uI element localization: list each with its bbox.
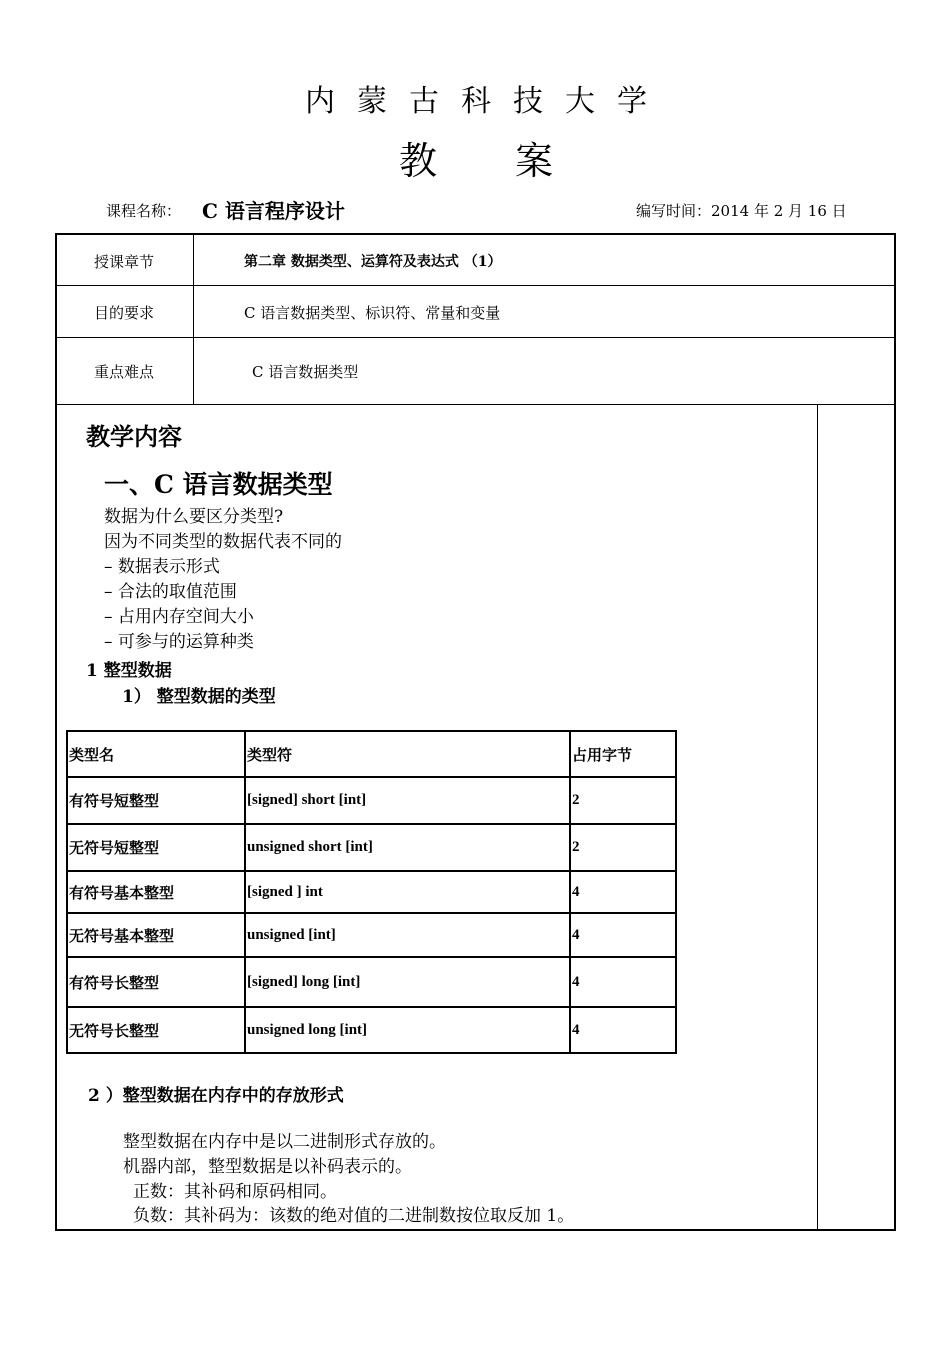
subsection-title: 2 ）整型数据在内存中的存放形式: [88, 1086, 344, 1106]
row-divider: [55, 337, 896, 338]
intro-bullet: – 数据表示形式: [104, 557, 220, 577]
table-cell: 4: [570, 957, 676, 1007]
content-heading: 教学内容: [86, 423, 182, 451]
chapter-label: 授课章节: [93, 253, 154, 271]
storage-line: 整型数据在内存中是以二进制形式存放的。: [123, 1132, 446, 1152]
table-header-row: [67, 731, 676, 777]
table-cell: 4: [570, 871, 676, 913]
margin-column-divider: [817, 404, 818, 1231]
table-row: [67, 824, 676, 871]
row-divider: [55, 285, 896, 286]
table-cell: [signed ] int: [245, 871, 570, 913]
table-row: [67, 913, 676, 957]
table-cell: 有符号长整型: [67, 957, 245, 1007]
table-cell: unsigned [int]: [245, 913, 570, 957]
section-title: 一、C 语言数据类型: [104, 470, 333, 499]
table-cell: 无符号短整型: [67, 824, 245, 871]
table-cell: 2: [570, 777, 676, 824]
table-cell: 无符号长整型: [67, 1007, 245, 1053]
table-header-cell: 类型符: [245, 731, 570, 777]
integer-types-table: [66, 730, 677, 1054]
storage-line: 负数：其补码为：该数的绝对值的二进制数按位取反加 1。: [133, 1206, 575, 1226]
subsection-title: 1） 整型数据的类型: [122, 687, 276, 707]
intro-bullet: – 可参与的运算种类: [104, 632, 254, 652]
table-cell: [signed] long [int]: [245, 957, 570, 1007]
objectives-value: C 语言数据类型、标识符、常量和变量: [244, 304, 501, 322]
objectives-label: 目的要求: [93, 304, 154, 322]
course-label: 课程名称：: [106, 202, 182, 220]
intro-line: 因为不同类型的数据代表不同的: [104, 532, 342, 552]
column-divider: [193, 233, 194, 404]
table-cell: unsigned long [int]: [245, 1007, 570, 1053]
written-date: 编写时间：2014 年 2 月 16 日: [636, 202, 847, 220]
table-cell: unsigned short [int]: [245, 824, 570, 871]
table-cell: 无符号基本整型: [67, 913, 245, 957]
table-cell: 2: [570, 824, 676, 871]
table-header-cell: 占用字节: [570, 731, 676, 777]
storage-line: 机器内部，整型数据是以补码表示的。: [123, 1157, 412, 1177]
table-cell: 4: [570, 913, 676, 957]
intro-bullet: – 合法的取值范围: [104, 582, 237, 602]
document-type-title: 教案: [398, 139, 631, 183]
table-row: [67, 871, 676, 913]
intro-bullet: – 占用内存空间大小: [104, 607, 254, 627]
table-row: [67, 777, 676, 824]
table-cell: 有符号短整型: [67, 777, 245, 824]
key-points-label: 重点难点: [93, 363, 154, 381]
row-divider: [55, 404, 896, 405]
table-cell: 4: [570, 1007, 676, 1053]
course-name: C 语言程序设计: [202, 199, 345, 223]
table-cell: [signed] short [int]: [245, 777, 570, 824]
table-cell: 有符号基本整型: [67, 871, 245, 913]
key-points-value: C 语言数据类型: [252, 363, 359, 381]
storage-line: 正数：其补码和原码相同。: [133, 1182, 337, 1202]
table-row: [67, 1007, 676, 1053]
university-title: 内蒙古科技大学: [305, 84, 669, 119]
table-row: [67, 957, 676, 1007]
intro-line: 数据为什么要区分类型?: [104, 507, 284, 527]
table-header-cell: 类型名: [67, 731, 245, 777]
chapter-value: 第二章 数据类型、运算符及表达式 （1）: [244, 254, 502, 270]
subsection-title: 1 整型数据: [86, 661, 172, 681]
